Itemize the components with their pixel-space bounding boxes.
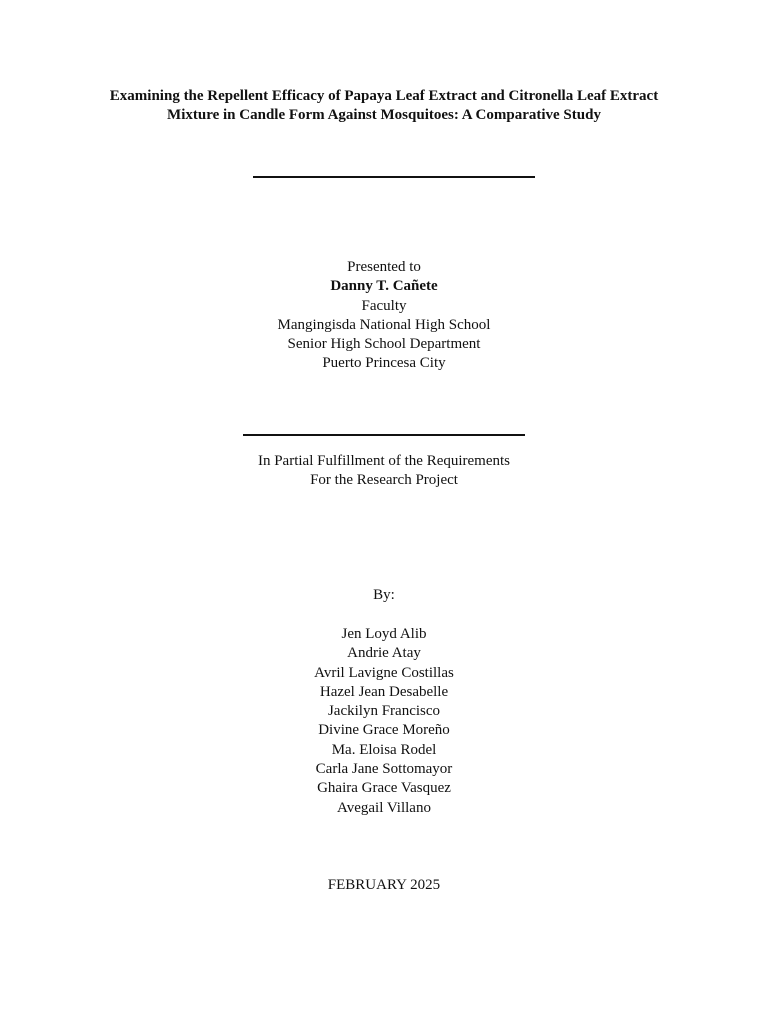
by-label: By: bbox=[373, 587, 395, 603]
fulfillment-line-1: In Partial Fulfillment of the Requirements bbox=[257, 453, 511, 469]
author-name: Carla Jane Sottomayor bbox=[315, 761, 453, 778]
presented-to-block bbox=[0, 258, 768, 374]
author-name: Jen Loyd Alib bbox=[341, 626, 427, 642]
submission-date: FEBRUARY 2025 bbox=[327, 877, 441, 893]
author-name: Jackilyn Francisco bbox=[327, 703, 441, 720]
divider-line-bottom bbox=[243, 434, 525, 436]
author-name: Hazel Jean Desabelle bbox=[319, 683, 449, 700]
city-name: Puerto Princesa City bbox=[322, 355, 446, 372]
title-line-2: Mixture in Candle Form Against Mosquitoes: A Comparative Study bbox=[167, 107, 601, 123]
fulfillment-block bbox=[0, 452, 768, 491]
divider-line-top bbox=[253, 176, 535, 178]
school-name: Mangingisda National High School bbox=[277, 316, 491, 333]
adviser-name: Danny T. Cañete bbox=[330, 278, 438, 295]
department-name: Senior High School Department bbox=[287, 336, 481, 353]
presented-to-label: Presented to bbox=[347, 259, 421, 275]
author-list bbox=[0, 625, 768, 818]
author-name: Avegail Villano bbox=[337, 799, 431, 816]
author-name: Ma. Eloisa Rodel bbox=[331, 741, 437, 758]
author-name: Divine Grace Moreño bbox=[318, 722, 450, 739]
paper-title bbox=[60, 87, 708, 125]
fulfillment-line-2: For the Research Project bbox=[310, 472, 458, 489]
title-line-1: Examining the Repellent Efficacy of Papaya Leaf Extract and Citronella Leaf Extract bbox=[109, 88, 659, 104]
author-name: Andrie Atay bbox=[347, 645, 421, 662]
author-name: Avril Lavigne Costillas bbox=[314, 664, 454, 681]
adviser-role: Faculty bbox=[361, 297, 407, 314]
author-name: Ghaira Grace Vasquez bbox=[317, 780, 451, 797]
